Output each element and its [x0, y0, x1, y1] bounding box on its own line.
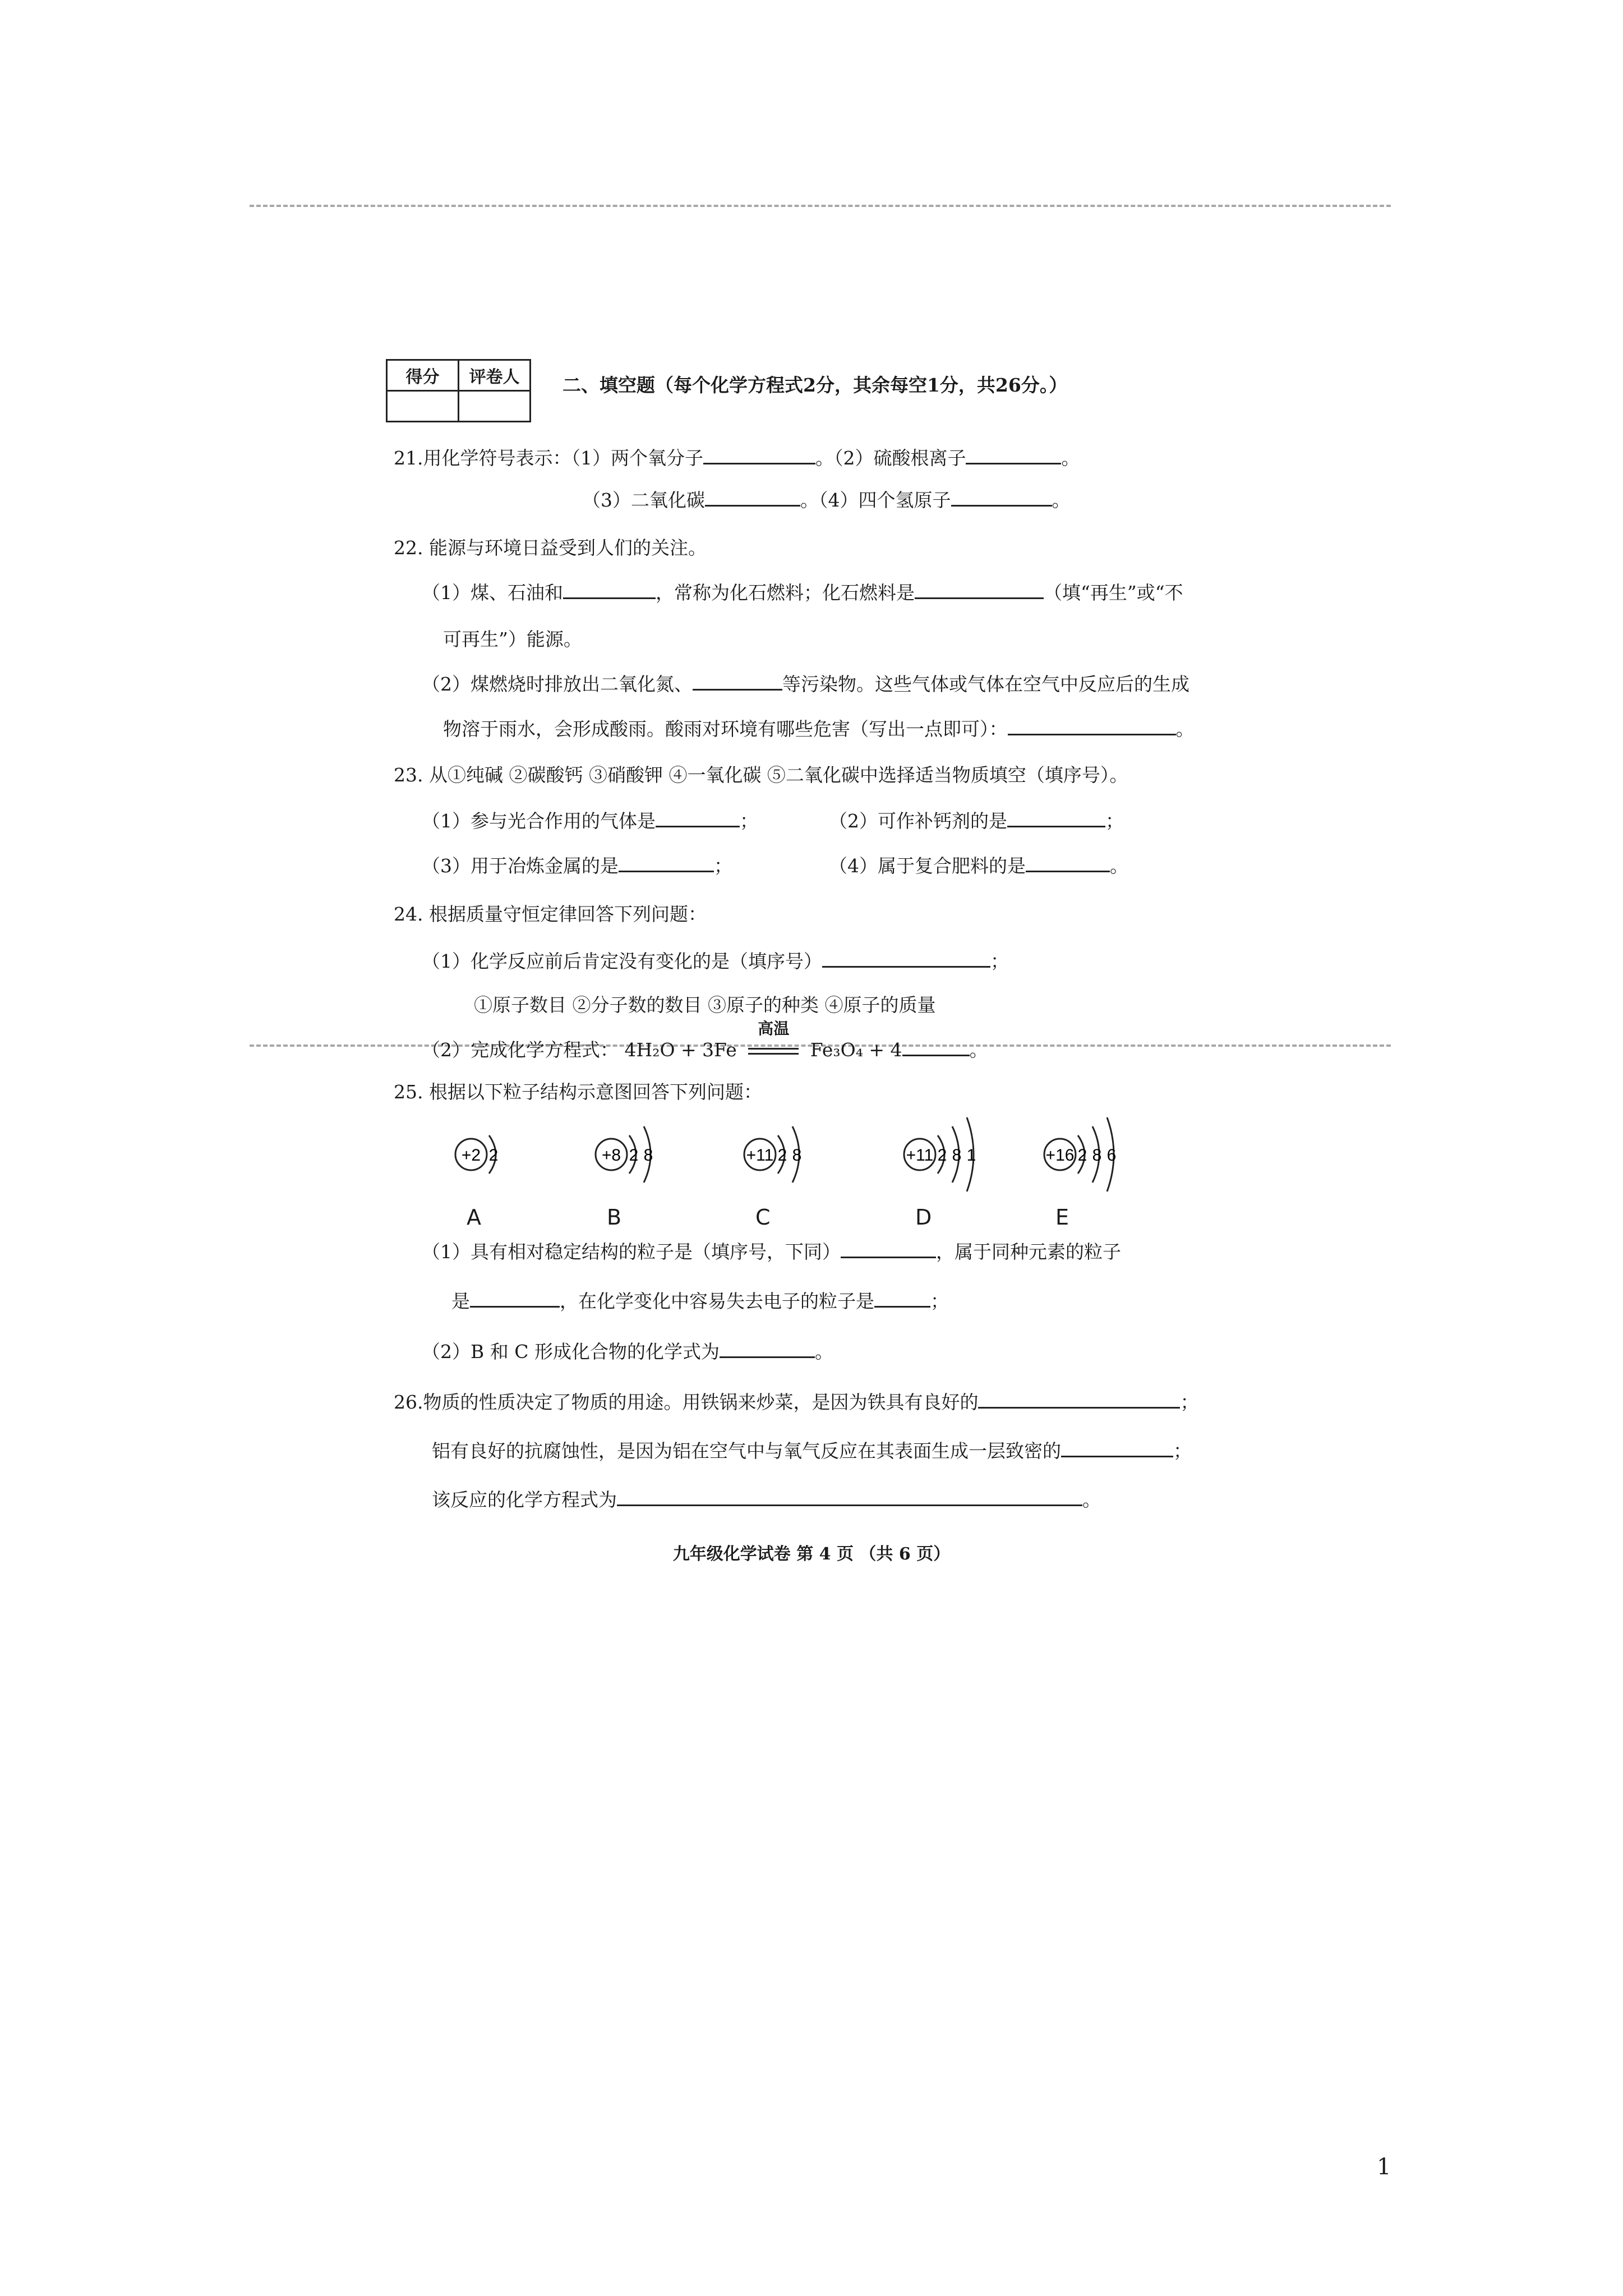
atom-svg [886, 1110, 1032, 1199]
q22-blank-1[interactable] [563, 581, 656, 599]
q24-blank-2[interactable] [902, 1038, 970, 1056]
atom-label-d: D [915, 1205, 932, 1230]
atom-label-c: C [755, 1205, 771, 1230]
q22-blank-2[interactable] [915, 581, 1044, 599]
atom-svg [578, 1110, 723, 1199]
score-header: 得分 [387, 360, 459, 391]
top-dashed-line [250, 205, 1391, 207]
reaction-condition: 高温 [758, 1019, 790, 1038]
q24-blank-1[interactable] [822, 949, 990, 968]
nucleus-charge: +11 [746, 1146, 774, 1165]
q22-p1-cont: 可再生”）能源。 [443, 628, 582, 650]
q24-options: ①原子数目 ②分子数的数目 ③原子的种类 ④原子的质量 [474, 994, 936, 1016]
q23-a4: （4）属于复合肥料的是 。 [829, 855, 1128, 877]
atom-diagram-d [886, 1110, 1032, 1202]
q22-p2: （2）煤燃烧时排放出二氧化氮、 等污染物。这些气体或气体在空气中反应后的生成 [422, 673, 1189, 695]
atom-label-b: B [607, 1205, 622, 1230]
q25-blank-4[interactable] [720, 1340, 815, 1358]
q22-p2-cont: 物溶于雨水，会形成酸雨。酸雨对环境有哪些危害（写出一点即可）： 。 [443, 718, 1195, 740]
score-table [386, 359, 531, 422]
electron-count: 8 [792, 1146, 802, 1165]
q26-line1: 26.物质的性质决定了物质的用途。用铁锅来炒菜，是因为铁具有良好的 ； [394, 1391, 1199, 1413]
atom-diagram-a [437, 1110, 583, 1202]
q21-blank-4[interactable] [951, 488, 1052, 507]
q26-blank-3[interactable] [617, 1488, 1082, 1506]
nucleus-charge: +8 [601, 1146, 621, 1165]
q26-blank-2[interactable] [1061, 1439, 1173, 1457]
q21-blank-2[interactable] [966, 446, 1061, 464]
q24-equals-sign [743, 1019, 804, 1062]
q23-blank-4[interactable] [1026, 854, 1110, 872]
q21-blank-3[interactable] [705, 488, 800, 507]
q24-title: 24. 根据质量守恒定律回答下列问题： [394, 903, 707, 925]
electron-count: 2 [629, 1146, 639, 1165]
atom-diagram-e [1026, 1110, 1172, 1202]
electron-count: 1 [966, 1146, 976, 1165]
q25-p2: （2）B 和 C 形成化合物的化学式为 。 [422, 1341, 833, 1363]
nucleus-charge: +2 [461, 1146, 481, 1165]
page-number: 1 [1377, 2154, 1391, 2180]
q21-line2: （3）二氧化碳 。（4）四个氢原子 。 [582, 489, 1071, 511]
q24-p2: （2）完成化学方程式： 4H₂O + 3Fe 高温 Fe₃O₄ + 4 。 [422, 1038, 988, 1062]
q25-title: 25. 根据以下粒子结构示意图回答下列问题： [394, 1081, 762, 1103]
electron-count: 2 [488, 1146, 499, 1165]
atom-diagram-c [726, 1110, 872, 1202]
atom-svg [1026, 1110, 1172, 1199]
q25-blank-1[interactable] [841, 1240, 936, 1258]
q22-p1: （1）煤、石油和 ，常称为化石燃料；化石燃料是 （填“再生”或“不 [422, 582, 1183, 604]
q23-a3: （3）用于冶炼金属的是 ； [422, 855, 732, 877]
grader-header: 评卷人 [459, 360, 531, 391]
atom-svg [437, 1110, 583, 1199]
q23-blank-2[interactable] [1007, 809, 1105, 827]
q25-p1-cont: 是 ，在化学变化中容易失去电子的粒子是 ； [451, 1290, 949, 1312]
grader-cell[interactable] [459, 391, 531, 422]
q25-blank-2[interactable] [470, 1289, 560, 1308]
q21-line1: 21.用化学符号表示：（1）两个氧分子 。（2）硫酸根离子 。 [394, 447, 1080, 469]
electron-count: 2 [937, 1146, 947, 1165]
q25-p1: （1）具有相对稳定结构的粒子是（填序号，下同） ，属于同种元素的粒子 [422, 1241, 1121, 1263]
nucleus-charge: +11 [906, 1146, 934, 1165]
electron-count: 8 [643, 1146, 653, 1165]
q22-blank-3[interactable] [693, 672, 782, 691]
q21-blank-1[interactable] [703, 446, 815, 464]
section-title: 二、填空题（每个化学方程式2分，其余每空1分，共26分。） [562, 374, 1068, 396]
q24-p1: （1）化学反应前后肯定没有变化的是（填序号） ； [422, 950, 1009, 972]
atom-svg [726, 1110, 872, 1199]
q23-a2: （2）可作补钙剂的是 ； [829, 810, 1124, 832]
atom-label-e: E [1055, 1205, 1069, 1230]
nucleus-charge: +16 [1045, 1146, 1075, 1165]
electron-count: 8 [1092, 1146, 1102, 1165]
score-cell[interactable] [387, 391, 459, 422]
q23-blank-1[interactable] [656, 809, 740, 827]
page-footer: 九年级化学试卷 第 4 页 （共 6 页） [672, 1544, 951, 1564]
electron-count: 6 [1106, 1146, 1117, 1165]
electron-count: 2 [777, 1146, 787, 1165]
q22-title: 22. 能源与环境日益受到人们的关注。 [394, 537, 707, 559]
q23-a1: （1）参与光合作用的气体是 ； [422, 810, 758, 832]
q26-line3: 该反应的化学方程式为 。 [432, 1489, 1101, 1511]
atom-label-a: A [467, 1205, 481, 1230]
electron-count: 2 [1077, 1146, 1087, 1165]
q22-blank-4[interactable] [1008, 717, 1176, 735]
q26-blank-1[interactable] [978, 1390, 1180, 1409]
electron-count: 8 [952, 1146, 962, 1165]
atom-diagram-b [578, 1110, 723, 1202]
q25-blank-3[interactable] [874, 1289, 930, 1308]
q23-blank-3[interactable] [619, 854, 714, 872]
q23-title: 23. 从①纯碱 ②碳酸钙 ③硝酸钾 ④一氧化碳 ⑤二氧化碳中选择适当物质填空（填序号）。 [394, 764, 1128, 786]
q26-line2: 铝有良好的抗腐蚀性，是因为铝在空气中与氧气反应在其表面生成一层致密的 ； [432, 1440, 1192, 1462]
